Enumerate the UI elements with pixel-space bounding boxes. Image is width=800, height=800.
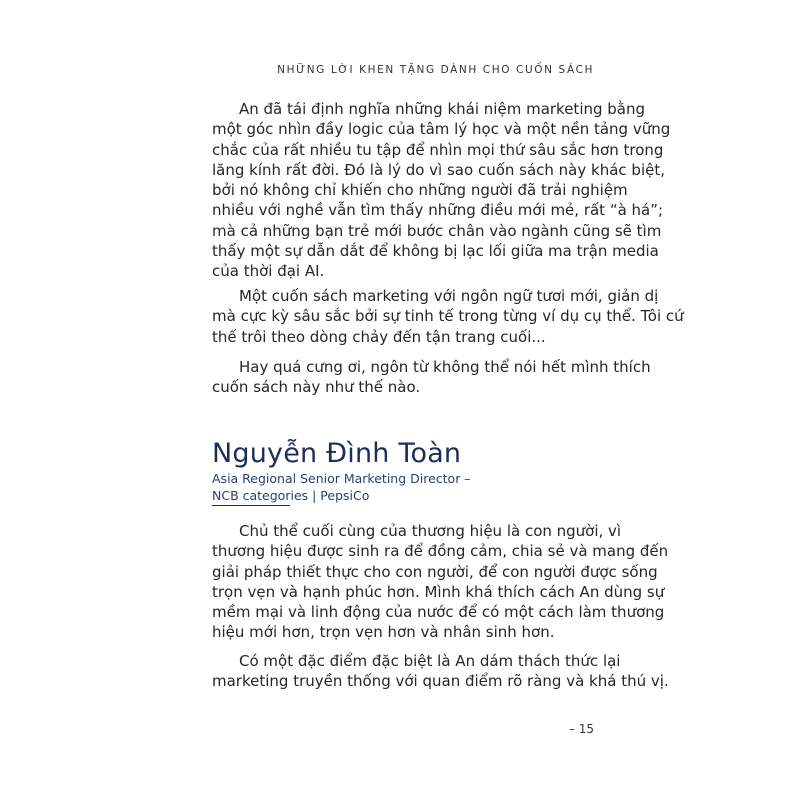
author-name: Nguyễn Đình Toàn xyxy=(212,438,462,469)
author-role xyxy=(212,470,471,504)
text-line: một góc nhìn đầy logic của tâm lý học và một nền tảng vững xyxy=(212,120,671,139)
text-line: mềm mại và linh động của nước để có một cách làm thương xyxy=(212,603,665,622)
text-line: Hay quá cưng ơi, ngôn từ không thể nói hết mình thích xyxy=(239,358,651,376)
text-line: giải pháp thiết thực cho con người, để con người được sống xyxy=(212,562,658,581)
text-line: thương hiệu được sinh ra để đồng cảm, chia sẻ và mang đến xyxy=(212,542,669,561)
text-line: mà cực kỳ sâu sắc bởi sự tinh tế trong từng ví dụ cụ thể. Tôi cứ xyxy=(212,307,684,326)
text-line: mà cả những bạn trẻ mới bước chân vào ngành cũng sẽ tìm xyxy=(212,221,662,240)
text-line: của thời đại AI. xyxy=(212,262,325,281)
text-line: lăng kính rất đời. Đó là lý do vì sao cuốn sách này khác biệt, xyxy=(212,160,665,179)
text-line: Chủ thể cuối cùng của thương hiệu là con người, vì xyxy=(239,522,622,540)
running-header: NHỮNG LỜI KHEN TẶNG DÀNH CHO CUỐN SÁCH xyxy=(277,64,594,76)
text-line: cuốn sách này như thế nào. xyxy=(212,378,421,397)
quote-paragraph-1 xyxy=(212,99,671,282)
quote-paragraph-2 xyxy=(212,286,684,347)
author-role-line: NCB categories | PepsiCo xyxy=(212,488,370,503)
text-line: An đã tái định nghĩa những khái niệm marketing bằng xyxy=(239,100,646,118)
page-number: – 15 xyxy=(568,722,594,736)
text-line: thế trôi theo dòng chảy đến tận trang cuối... xyxy=(212,327,546,346)
text-line: bởi nó không chỉ khiến cho những người đã trải nghiệm xyxy=(212,181,628,200)
quote-paragraph-5 xyxy=(212,651,669,692)
author-role-line: Asia Regional Senior Marketing Director – xyxy=(212,471,471,486)
text-line: trọn vẹn và hạnh phúc hơn. Mình khá thích cách An dùng sự xyxy=(212,582,665,601)
text-line: Một cuốn sách marketing với ngôn ngữ tươi mới, giản dị xyxy=(239,287,659,305)
text-line: thấy một sự dẫn dắt để không bị lạc lối giữa ma trận media xyxy=(212,242,659,261)
quote-paragraph-3 xyxy=(212,357,651,398)
quote-paragraph-4 xyxy=(212,521,669,643)
text-line: hiệu mới hơn, trọn vẹn hơn và nhân sinh hơn. xyxy=(212,623,555,642)
text-line: nhiều với nghề vẫn tìm thấy những điều mới mẻ, rất “à há”; xyxy=(212,201,664,220)
text-line: chắc của rất nhiều tu tập để nhìn mọi thứ sâu sắc hơn trong xyxy=(212,140,664,159)
text-line: Có một đặc điểm đặc biệt là An dám thách thức lại xyxy=(239,652,621,670)
text-line: marketing truyền thống với quan điểm rõ ràng và khá thú vị. xyxy=(212,672,669,691)
author-underline xyxy=(212,505,290,506)
